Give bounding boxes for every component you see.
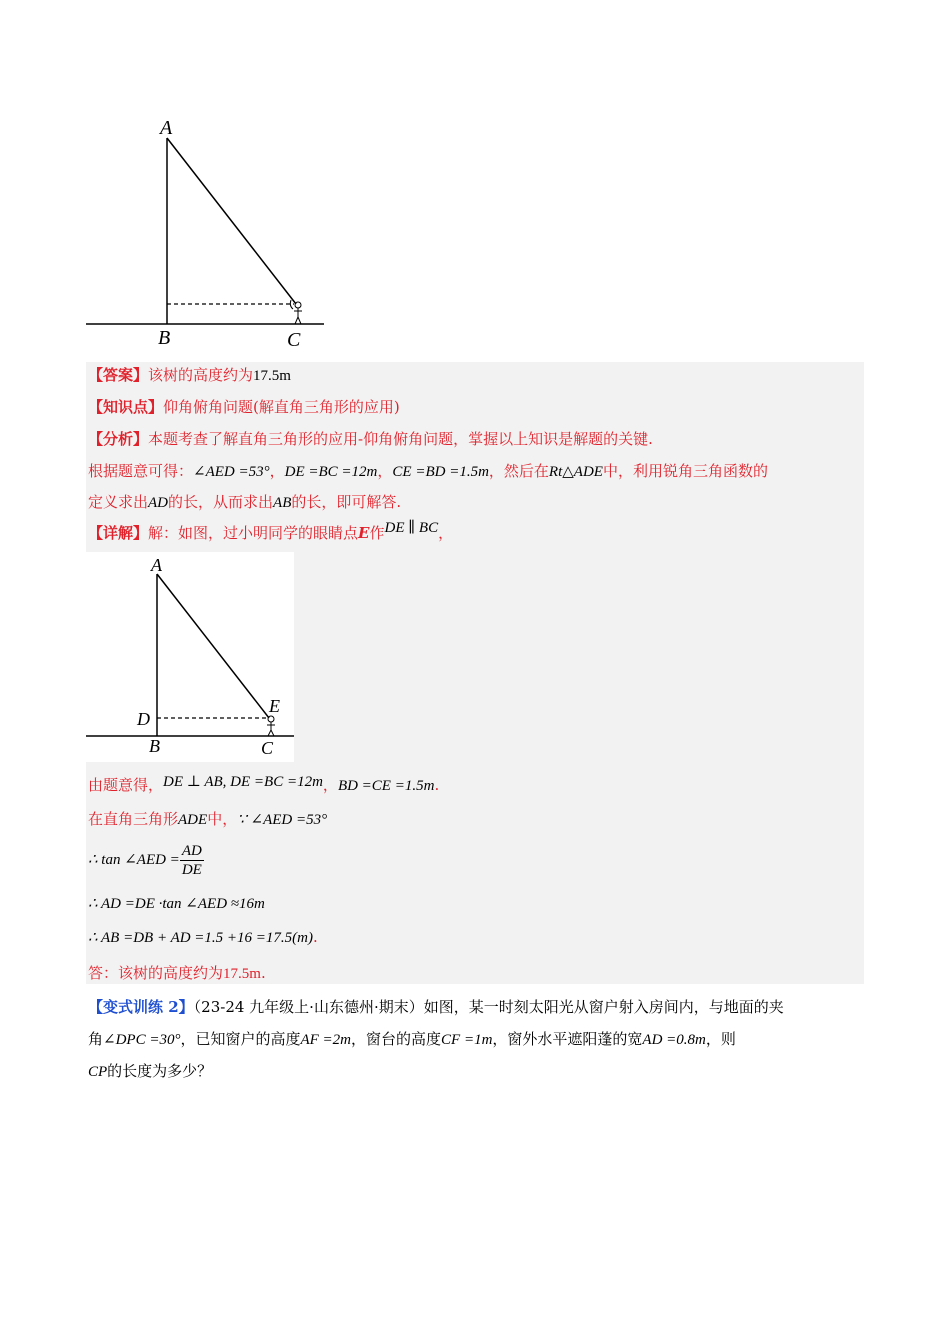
- math-af: AF =2m: [300, 1032, 352, 1048]
- final-pre: 答：该树的高度约为: [88, 964, 224, 982]
- math-ab-value: ∴ AB =DB + AD =1.5 +16 =17.5(m): [88, 930, 313, 946]
- analysis-text: 本题考查了解直角三角形的应用-仰角俯角问题，掌握以上知识是解题的关键.: [148, 430, 653, 448]
- detail-text: 解：如图，过小明同学的眼睛点: [148, 524, 359, 542]
- math-cp: CP: [88, 1064, 108, 1080]
- math-tan-aed: ∴ tan ∠AED =: [88, 852, 180, 868]
- analysis-sep-2: ，: [377, 462, 393, 480]
- final-value: 17.5m: [223, 966, 261, 982]
- analysis-line-1: [88, 428, 653, 450]
- detail-tag: 【详解】: [88, 524, 149, 542]
- answer-text: 该树的高度约为: [148, 366, 254, 384]
- step2-pre: 在直角三角形: [88, 810, 179, 828]
- exercise-line-3: [88, 1060, 212, 1083]
- step-5: [88, 926, 318, 949]
- exercise-line2-d: ，窗外水平遮阳蓬的宽: [492, 1030, 643, 1048]
- sight-line-2: [157, 574, 269, 718]
- math-because-angle: ∵ ∠AED =53°: [237, 812, 328, 828]
- detail-end: ，: [438, 524, 454, 542]
- label-c-2: C: [261, 738, 274, 758]
- answer-tag: 【答案】: [88, 366, 149, 384]
- fraction-ad-de: [180, 842, 204, 879]
- math-de-parallel-bc: DE ∥ BC: [384, 520, 439, 536]
- analysis-line3-mid: 的长，从而求出: [168, 493, 274, 511]
- fraction-numerator: AD: [181, 842, 202, 859]
- answer-value: 17.5m: [253, 368, 291, 384]
- label-d: D: [137, 709, 150, 729]
- step-1: [88, 774, 439, 797]
- math-ce-bd: CE =BD =1.5m: [392, 464, 489, 480]
- math-angle-dpc: ∠DPC =30°: [103, 1032, 181, 1048]
- exercise-line2-e: ，则: [705, 1030, 736, 1048]
- step-3: [88, 840, 204, 879]
- figure-tree-triangle: [80, 110, 340, 355]
- label-a: A: [160, 117, 173, 139]
- exercise-line2-b: ，已知窗户的高度: [180, 1030, 301, 1048]
- math-ad-value: ∴ AD =DE ·tan ∠AED ≈16m: [88, 896, 265, 912]
- math-bd-ce: BD =CE =1.5m: [337, 778, 435, 794]
- label-a-2: A: [151, 555, 162, 575]
- detail-point-e: E: [358, 524, 370, 542]
- step1-end: .: [434, 776, 440, 794]
- sight-line: [167, 138, 296, 304]
- exercise-line3-text: 的长度为多少？: [107, 1062, 213, 1080]
- final-end: .: [260, 964, 266, 982]
- analysis-line3-pre: 定义求出: [88, 493, 149, 511]
- analysis-line2-mid: ，然后在: [488, 462, 549, 480]
- math-cf: CF =1m: [441, 1032, 493, 1048]
- analysis-line2-pre: 根据题意可得：: [88, 462, 194, 480]
- knowledge-text: 仰角俯角问题(解直角三角形的应用): [163, 398, 400, 416]
- step1-pre: 由题意得，: [88, 776, 164, 794]
- analysis-line-2: [88, 460, 768, 483]
- knowledge-line: [88, 396, 400, 418]
- detail-line: [88, 522, 453, 545]
- label-b: B: [158, 327, 171, 349]
- exercise-line2-a: 角: [88, 1030, 104, 1048]
- math-ab: AB: [273, 495, 292, 511]
- exercise-tag: 【变式训练 2】: [88, 998, 194, 1016]
- step1-sep: ，: [322, 776, 338, 794]
- label-e: E: [269, 696, 280, 716]
- exercise-line1-text: （23-24 九年级上·山东德州·期末）如图，某一时刻太阳光从窗户射入房间内，与地面的夹: [193, 998, 784, 1016]
- step-2: [88, 808, 327, 831]
- person-icon-2: [267, 716, 275, 736]
- label-c: C: [287, 329, 301, 351]
- math-ad-shade: AD =0.8m: [642, 1032, 706, 1048]
- analysis-sep-1: ，: [269, 462, 285, 480]
- exercise-line-2: [88, 1028, 736, 1051]
- math-de-perp-ab: DE ⊥ AB, DE =BC =12m: [163, 774, 323, 790]
- step-4: [88, 892, 265, 915]
- detail-text-2: 作: [369, 524, 385, 542]
- step5-end: .: [313, 928, 318, 946]
- answer-line: [88, 364, 291, 387]
- analysis-tag: 【分析】: [88, 430, 149, 448]
- fraction-denominator: DE: [181, 861, 202, 878]
- step-final: [88, 962, 266, 985]
- exercise-line2-c: ，窗台的高度: [351, 1030, 442, 1048]
- math-angle-aed: ∠AED =53°: [193, 464, 270, 480]
- math-ade: ADE: [178, 812, 208, 828]
- figure-solution-triangle: [86, 552, 296, 762]
- math-de-bc: DE =BC =12m: [284, 464, 378, 480]
- math-rt-triangle: Rt△ADE: [548, 464, 603, 480]
- math-ad: AD: [148, 495, 169, 511]
- exercise-line-1: [88, 996, 784, 1018]
- analysis-line2-post: 中，利用锐角三角函数的: [602, 462, 768, 480]
- analysis-line3-post: 的长，即可解答.: [291, 493, 402, 511]
- label-b-2: B: [149, 736, 160, 756]
- analysis-line-3: [88, 491, 401, 514]
- knowledge-tag: 【知识点】: [88, 398, 164, 416]
- step2-mid: 中，: [207, 810, 238, 828]
